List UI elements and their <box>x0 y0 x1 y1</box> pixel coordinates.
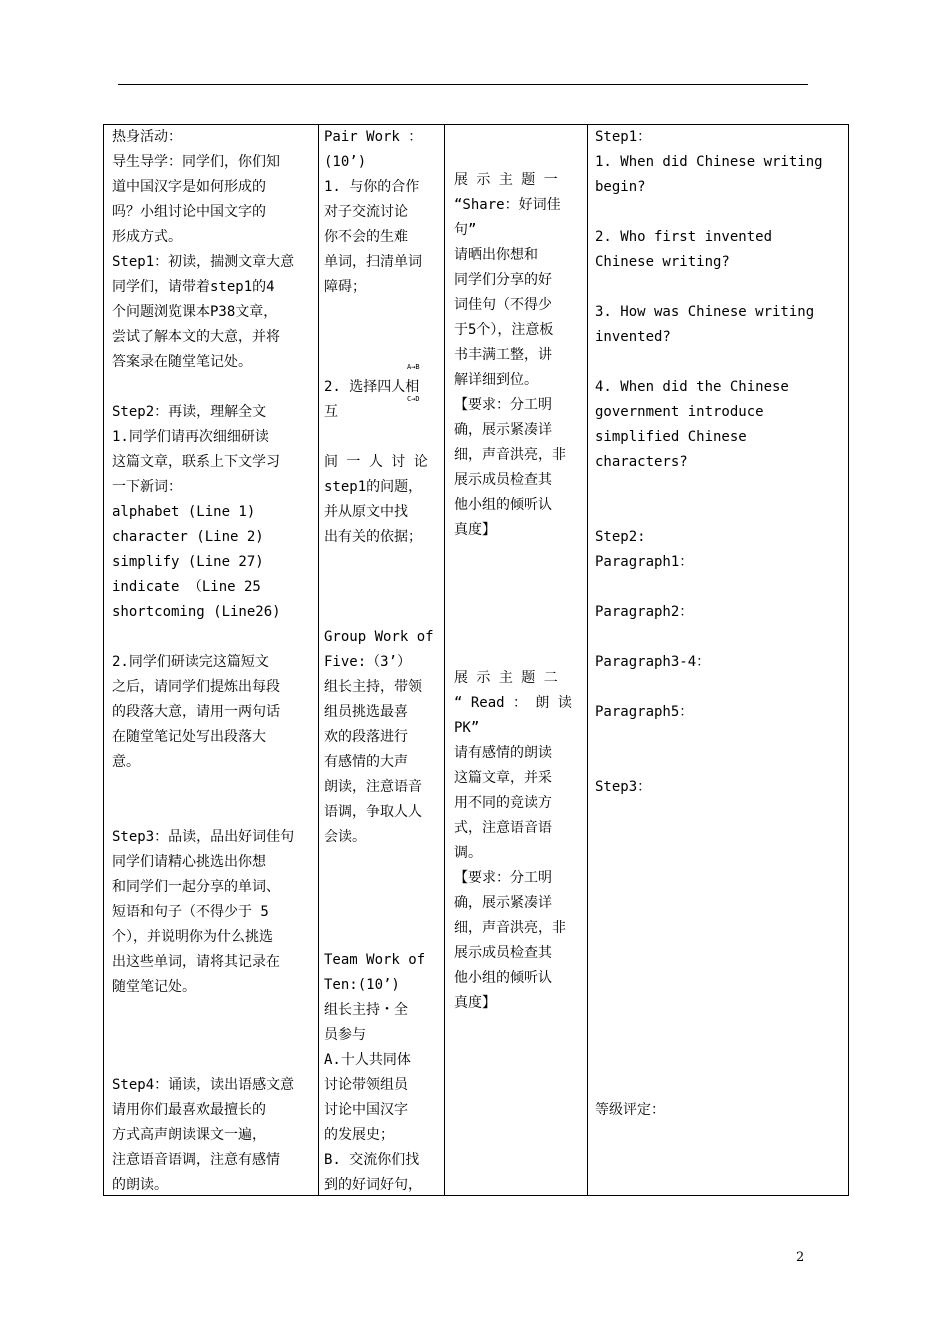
theme1-line: 【要求：分工明 <box>454 397 552 413</box>
step4-line: 方式高声朗读课文一遍， <box>112 1127 266 1143</box>
team-line: B. 交流你们找 <box>324 1152 420 1168</box>
step2b-line: 在随堂笔记处写出段落大 <box>112 729 266 745</box>
theme2-line: 确，展示紧凑详 <box>454 895 552 911</box>
theme2-line: 细，声音洪亮，非 <box>454 920 566 936</box>
theme2-line: 用不同的竞读方 <box>454 795 552 811</box>
grade-label: 等级评定： <box>595 1102 665 1118</box>
step2b-line: 意。 <box>112 754 140 770</box>
header-rule <box>118 84 808 85</box>
team-line: Team Work of <box>324 952 426 968</box>
theme1-line: 词佳句（不得少 <box>454 297 552 313</box>
step2-line: 1.同学们请再次细细研读 <box>112 429 269 445</box>
pair-line: 1. 与你的合作 <box>324 179 420 195</box>
vocab-item: character (Line 2) <box>112 529 264 545</box>
step1-line: 尝试了解本文的大意，并将 <box>112 329 280 345</box>
vocab-item: alphabet (Line 1) <box>112 504 256 520</box>
step1-line: Step1：初读，揣测文章大意 <box>112 254 295 270</box>
theme2-line: 这篇文章，并采 <box>454 770 552 786</box>
group-line: 有感情的大声 <box>324 754 408 770</box>
column-cooperation <box>319 125 445 1196</box>
vocab-item: simplify (Line 27) <box>112 554 264 570</box>
team-line: 员参与 <box>324 1027 366 1043</box>
step1-line: 同学们，请带着step1的4 <box>112 279 275 295</box>
pair-line: (10’) <box>324 154 367 170</box>
guide-line: 形成方式。 <box>112 229 182 245</box>
step2b-line: 2.同学们研读完这篇短文 <box>112 654 269 670</box>
theme1-line: 解详细到位。 <box>454 372 538 388</box>
theme1-line: 他小组的倾听认 <box>454 497 552 513</box>
step2-line: 一下新词： <box>112 479 182 495</box>
theme1-line: 同学们分享的好 <box>454 272 552 288</box>
theme2-line: 他小组的倾听认 <box>454 970 552 986</box>
paragraph-5-label: Paragraph5： <box>595 704 694 720</box>
group-line: 欢的段落进行 <box>324 729 408 745</box>
warmup-title: 热身活动： <box>112 129 182 145</box>
theme1-line: 书丰满工整，讲 <box>454 347 552 363</box>
discuss-line: 并从原文中找 <box>324 504 408 520</box>
step3-line: 出这些单词，请将其记录在 <box>112 954 280 970</box>
pair-line: Pair Work ： <box>324 129 423 145</box>
paragraph-3-4-label: Paragraph3-4： <box>595 654 711 670</box>
paragraph-2-label: Paragraph2： <box>595 604 694 620</box>
team-line: A.十人共同体 <box>324 1052 411 1068</box>
theme1-line: 展 示 主 题 一 <box>454 172 558 188</box>
vocab-item: shortcoming (Line26) <box>112 604 281 620</box>
arrow-note: A→B <box>407 363 420 371</box>
question-line: 2. Who first invented <box>595 229 773 245</box>
step2-title: Step2：再读，理解全文 <box>112 404 267 420</box>
question-line: characters? <box>595 454 688 470</box>
paragraph-1-label: Paragraph1： <box>595 554 694 570</box>
step2b-line: 的段落大意，请用一两句话 <box>112 704 280 720</box>
step2-line: 这篇文章，联系上下文学习 <box>112 454 280 470</box>
theme1-line: 细，声音洪亮，非 <box>454 447 566 463</box>
step4-line: 注意语音语调，注意有感情 <box>112 1152 280 1168</box>
select-label: 2. 选择四人相 <box>324 379 420 395</box>
theme2-line: “ Read ： 朗 读 <box>454 695 572 711</box>
step3-line: 短语和句子（不得少于 5 <box>112 904 269 920</box>
question-line: Chinese writing? <box>595 254 730 270</box>
page-number: 2 <box>796 1250 805 1265</box>
question-line: 1. When did Chinese writing <box>595 154 823 170</box>
team-line: 组长主持・全 <box>324 1002 408 1018</box>
step1-line: 个问题浏览课本P38文章， <box>112 304 278 320</box>
theme1-line: 展示成员检查其 <box>454 472 552 488</box>
group-line: 组员挑选最喜 <box>324 704 408 720</box>
discuss-line: step1的问题， <box>324 479 423 495</box>
theme1-line: 确，展示紧凑详 <box>454 422 552 438</box>
column-notes <box>588 125 849 1196</box>
group-line: 组长主持，带领 <box>324 679 422 695</box>
question-line: 4. When did the Chinese <box>595 379 789 395</box>
arrow-note: C→D <box>407 395 420 403</box>
select-label: 互 <box>324 404 338 420</box>
question-line: 3. How was Chinese writing <box>595 304 815 320</box>
guide-line: 吗？小组讨论中国文字的 <box>112 204 266 220</box>
lesson-table <box>103 124 849 1196</box>
column-activities <box>104 125 319 1196</box>
theme2-line: 【要求：分工明 <box>454 870 552 886</box>
theme2-line: 请有感情的朗读 <box>454 745 552 761</box>
theme2-line: 调。 <box>454 845 482 861</box>
theme2-line: PK” <box>454 720 480 736</box>
step3-label: Step3： <box>595 779 652 795</box>
step3-line: Step3：品读，品出好词佳句 <box>112 829 295 845</box>
pair-line: 对子交流讨论 <box>324 204 408 220</box>
theme1-line: “Share：好词佳 <box>454 197 561 213</box>
step2-label: Step2: <box>595 529 646 545</box>
theme2-line: 真度】 <box>454 995 496 1011</box>
step2b-line: 之后，请同学们提炼出每段 <box>112 679 280 695</box>
team-line: 的发展史； <box>324 1127 394 1143</box>
pair-line: 单词，扫清单词 <box>324 254 422 270</box>
discuss-line: 出有关的依据； <box>324 529 422 545</box>
guide-line: 道中国汉字是如何形成的 <box>112 179 266 195</box>
team-line: 讨论中国汉字 <box>324 1102 408 1118</box>
question-line: simplified Chinese <box>595 429 747 445</box>
step3-line: 同学们请精心挑选出你想 <box>112 854 266 870</box>
guide-line: 导生导学：同学们，你们知 <box>112 154 280 170</box>
step4-line: 请用你们最喜欢最擅长的 <box>112 1102 266 1118</box>
column-presentation <box>445 125 588 1196</box>
step4-line: Step4：诵读，读出语感文意 <box>112 1077 295 1093</box>
team-line: 讨论带领组员 <box>324 1077 408 1093</box>
question-line: begin? <box>595 179 646 195</box>
pair-line: 你不会的生难 <box>324 229 408 245</box>
theme1-line: 真度】 <box>454 522 496 538</box>
theme2-line: 式，注意语音语 <box>454 820 552 836</box>
pair-line: 障碍； <box>324 279 366 295</box>
group-line: 语调，争取人人 <box>324 804 422 820</box>
theme2-line: 展示成员检查其 <box>454 945 552 961</box>
question-line: government introduce <box>595 404 764 420</box>
theme1-line: 于5个），注意板 <box>454 322 554 338</box>
step3-line: 个），并说明你为什么挑选 <box>112 929 273 945</box>
question-line: invented? <box>595 329 671 345</box>
theme2-line: 展 示 主 题 二 <box>454 670 558 686</box>
step1-line: 答案录在随堂笔记处。 <box>112 354 252 370</box>
step3-line: 和同学们一起分享的单词、 <box>112 879 280 895</box>
step3-line: 随堂笔记处。 <box>112 979 196 995</box>
group-line: Five:（3’） <box>324 654 412 670</box>
theme1-line: 请晒出你想和 <box>454 247 538 263</box>
step1-label: Step1： <box>595 129 652 145</box>
team-line: Ten:(10’) <box>324 977 400 993</box>
group-line: 会读。 <box>324 829 366 845</box>
step4-line: 的朗读。 <box>112 1177 168 1193</box>
discuss-line: 间 一 人 讨 论 <box>324 454 428 470</box>
theme1-line: 句” <box>454 222 477 238</box>
vocab-item: indicate （Line 25 <box>112 579 261 595</box>
group-line: Group Work of <box>324 629 434 645</box>
team-line: 到的好词好句， <box>324 1177 422 1193</box>
group-line: 朗读，注意语音 <box>324 779 422 795</box>
